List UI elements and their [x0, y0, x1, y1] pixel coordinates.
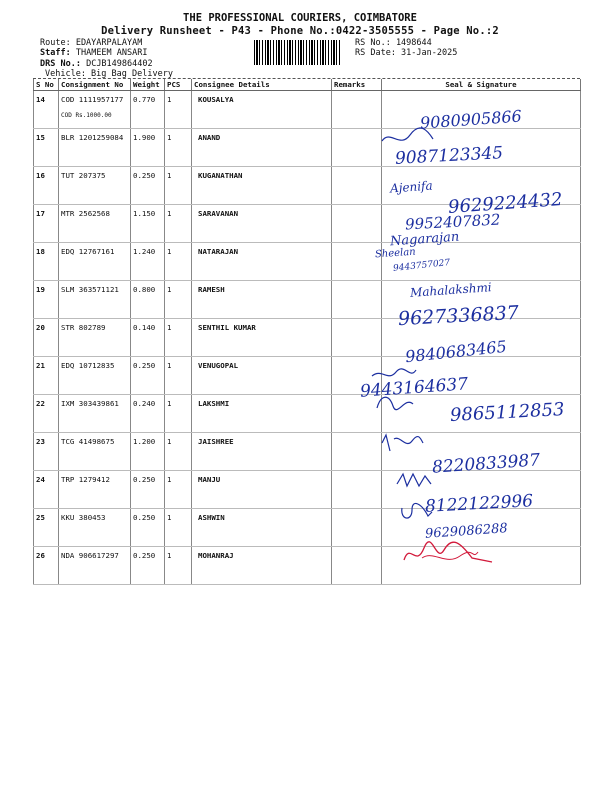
consignment-number-text: TUT 207375 — [61, 171, 106, 180]
consignee-text: RAMESH — [198, 285, 225, 294]
consignment-number-text: MTR 2562568 — [61, 209, 110, 218]
pcs-cell — [165, 91, 192, 129]
consignee-cell — [192, 91, 332, 129]
pcs-cell — [165, 357, 192, 395]
cod-amount-note: COD Rs.1000.00 — [61, 112, 112, 119]
consignment-number-cell — [59, 91, 131, 129]
pcs-cell — [165, 395, 192, 433]
consignee-text: LAKSHMI — [198, 399, 230, 408]
consignment-number-cell — [59, 395, 131, 433]
weight-text: 1.240 — [133, 247, 156, 256]
consignment-number-cell — [59, 281, 131, 319]
staff-line — [40, 48, 148, 58]
serial-number-text: 20 — [36, 323, 45, 332]
pcs-text: 1 — [167, 247, 172, 256]
consignment-number-text: EDQ 12767161 — [61, 247, 115, 256]
route-label: Route: EDAYARPALAYAM — [40, 38, 143, 48]
pcs-text: 1 — [167, 361, 172, 370]
column-header: Consignee Details — [192, 79, 332, 91]
weight-cell — [131, 205, 165, 243]
handwritten-signature: 9443164637 — [359, 374, 469, 402]
pcs-cell — [165, 547, 192, 585]
consignee-cell — [192, 205, 332, 243]
weight-cell — [131, 471, 165, 509]
pcs-text: 1 — [167, 475, 172, 484]
column-header: Seal & Signature — [382, 79, 581, 91]
weight-text: 0.800 — [133, 285, 156, 294]
pcs-text: 1 — [167, 551, 172, 560]
consignee-text: MANJU — [198, 475, 221, 484]
serial-number-cell — [34, 129, 59, 167]
handwritten-signature: 9952407832 — [404, 210, 501, 234]
consignment-number-text: COD 1111957177 — [61, 95, 124, 104]
serial-number-text: 16 — [36, 171, 45, 180]
remarks-cell — [332, 319, 382, 357]
serial-number-cell — [34, 471, 59, 509]
ink-scribble — [375, 392, 415, 422]
consignee-text: NATARAJAN — [198, 247, 239, 256]
remarks-cell — [332, 243, 382, 281]
handwritten-signature: Sheelan — [374, 246, 417, 261]
consignment-number-cell — [59, 129, 131, 167]
pcs-cell — [165, 205, 192, 243]
pcs-cell — [165, 167, 192, 205]
consignee-cell — [192, 129, 332, 167]
barcode-image — [254, 40, 340, 65]
consignment-number-cell — [59, 471, 131, 509]
remarks-cell — [332, 509, 382, 547]
consignee-cell — [192, 243, 332, 281]
handwritten-signature: 8122122996 — [424, 491, 534, 517]
serial-number-text: 14 — [36, 95, 45, 104]
handwritten-signature: 9443757027 — [392, 258, 451, 274]
ink-stroke — [382, 128, 433, 141]
column-header: S No — [34, 79, 59, 91]
table-row — [34, 243, 581, 281]
handwritten-signature: Nagarajan — [389, 229, 460, 250]
consignment-number-cell — [59, 205, 131, 243]
serial-number-cell — [34, 167, 59, 205]
weight-text: 1.150 — [133, 209, 156, 218]
consignee-cell — [192, 547, 332, 585]
ink-stroke — [422, 552, 478, 559]
remarks-cell — [332, 281, 382, 319]
staff-label: Staff: — [40, 48, 71, 58]
serial-number-cell — [34, 509, 59, 547]
pcs-text: 1 — [167, 95, 172, 104]
handwritten-signature: 9629224432 — [447, 189, 564, 218]
staff-name: THAMEEM ANSARI — [75, 48, 148, 58]
drs-line — [40, 59, 153, 69]
remarks-cell — [332, 433, 382, 471]
consignee-cell — [192, 357, 332, 395]
consignee-text: ANAND — [198, 133, 221, 142]
pcs-text: 1 — [167, 437, 172, 446]
column-header: PCS — [165, 79, 192, 91]
weight-text: 0.770 — [133, 95, 156, 104]
consignment-number-cell — [59, 509, 131, 547]
pcs-text: 1 — [167, 323, 172, 332]
ink-scribble — [398, 502, 433, 532]
serial-number-cell — [34, 281, 59, 319]
ink-stroke — [372, 369, 416, 376]
ink-scribble — [380, 433, 425, 463]
consignment-number-text: KKU 380453 — [61, 513, 106, 522]
weight-text: 0.250 — [133, 361, 156, 370]
consignee-cell — [192, 433, 332, 471]
handwritten-signature: 9865112853 — [449, 399, 566, 426]
handwritten-signature: 9080905866 — [419, 106, 523, 133]
consignee-cell — [192, 471, 332, 509]
consignment-number-text: IXM 303439861 — [61, 399, 119, 408]
weight-cell — [131, 319, 165, 357]
consignment-number-text: TRP 1279412 — [61, 475, 110, 484]
remarks-cell — [332, 205, 382, 243]
weight-cell — [131, 433, 165, 471]
consignee-text: VENUGOPAL — [198, 361, 239, 370]
pcs-cell — [165, 281, 192, 319]
weight-text: 0.240 — [133, 399, 156, 408]
consignment-number-cell — [59, 243, 131, 281]
consignee-text: JAISHREE — [198, 437, 234, 446]
table-row — [34, 547, 581, 585]
ink-stroke — [377, 397, 413, 409]
ink-scribble — [395, 470, 433, 500]
column-header: Remarks — [332, 79, 382, 91]
weight-cell — [131, 395, 165, 433]
serial-number-cell — [34, 91, 59, 129]
weight-text: 0.250 — [133, 171, 156, 180]
consignee-cell — [192, 319, 332, 357]
table-header-row — [34, 79, 581, 91]
serial-number-text: 23 — [36, 437, 45, 446]
consignment-number-cell — [59, 357, 131, 395]
serial-number-cell — [34, 205, 59, 243]
pcs-cell — [165, 319, 192, 357]
pcs-cell — [165, 243, 192, 281]
rs-number: RS No.: 1498644 — [355, 38, 432, 48]
ink-scribble — [420, 548, 480, 578]
serial-number-text: 25 — [36, 513, 45, 522]
weight-cell — [131, 547, 165, 585]
serial-number-cell — [34, 433, 59, 471]
serial-number-text: 26 — [36, 551, 45, 560]
consignment-number-cell — [59, 547, 131, 585]
consignee-text: ASHWIN — [198, 513, 225, 522]
drs-number: DCJB149864402 — [86, 59, 153, 69]
pcs-cell — [165, 129, 192, 167]
consignee-text: MOHANRAJ — [198, 551, 234, 560]
weight-text: 0.250 — [133, 551, 156, 560]
consignment-number-text: NDA 906617297 — [61, 551, 119, 560]
serial-number-cell — [34, 319, 59, 357]
consignee-cell — [192, 167, 332, 205]
drs-label: DRS No.: — [40, 59, 81, 69]
vehicle-label: Vehicle: Big Bag Delivery — [45, 69, 173, 79]
serial-number-text: 22 — [36, 399, 45, 408]
handwritten-signature: Ajenifa — [389, 178, 434, 196]
serial-number-text: 17 — [36, 209, 45, 218]
column-header: Consignment No — [59, 79, 131, 91]
serial-number-cell — [34, 395, 59, 433]
handwritten-signature: 8220833987 — [431, 450, 541, 478]
consignment-number-text: STR 802789 — [61, 323, 106, 332]
handwritten-signature: 9087123345 — [394, 143, 504, 169]
consignee-cell — [192, 281, 332, 319]
handwritten-signature: 9629086288 — [424, 521, 509, 542]
consignee-cell — [192, 395, 332, 433]
ink-stroke — [382, 435, 423, 451]
consignment-number-cell — [59, 167, 131, 205]
ink-scribble — [380, 127, 435, 157]
ink-stroke — [402, 503, 432, 518]
consignment-number-cell — [59, 433, 131, 471]
pcs-text: 1 — [167, 513, 172, 522]
remarks-cell — [332, 471, 382, 509]
consignee-text: SARAVANAN — [198, 209, 239, 218]
column-header: Weight — [131, 79, 165, 91]
weight-cell — [131, 129, 165, 167]
pcs-text: 1 — [167, 133, 172, 142]
ink-stroke — [397, 474, 431, 486]
handwritten-signature: 9627336837 — [397, 301, 520, 331]
weight-cell — [131, 509, 165, 547]
weight-cell — [131, 243, 165, 281]
consignee-text: KUGANATHAN — [198, 171, 243, 180]
pcs-cell — [165, 471, 192, 509]
company-title: THE PROFESSIONAL COURIERS, COIMBATORE — [183, 12, 417, 24]
weight-text: 0.250 — [133, 513, 156, 522]
weight-cell — [131, 357, 165, 395]
weight-cell — [131, 91, 165, 129]
weight-cell — [131, 167, 165, 205]
rs-date: RS Date: 31-Jan-2025 — [355, 48, 458, 58]
consignee-text: KOUSALYA — [198, 95, 234, 104]
pcs-text: 1 — [167, 171, 172, 180]
pcs-text: 1 — [167, 399, 172, 408]
remarks-cell — [332, 167, 382, 205]
weight-cell — [131, 281, 165, 319]
pcs-cell — [165, 509, 192, 547]
remarks-cell — [332, 129, 382, 167]
pcs-cell — [165, 433, 192, 471]
serial-number-cell — [34, 243, 59, 281]
remarks-cell — [332, 547, 382, 585]
serial-number-cell — [34, 547, 59, 585]
consignment-number-cell — [59, 319, 131, 357]
serial-number-cell — [34, 357, 59, 395]
serial-number-text: 15 — [36, 133, 45, 142]
serial-number-text: 19 — [36, 285, 45, 294]
serial-number-text: 24 — [36, 475, 45, 484]
consignment-number-text: BLR 1201259084 — [61, 133, 124, 142]
ink-scribble — [370, 364, 418, 394]
weight-text: 0.250 — [133, 475, 156, 484]
serial-number-text: 18 — [36, 247, 45, 256]
pcs-text: 1 — [167, 285, 172, 294]
runsheet-title: Delivery Runsheet - P43 - Phone No.:0422-3505555 - Page No.:2 — [101, 25, 499, 37]
handwritten-signature: 9840683465 — [404, 336, 508, 367]
weight-text: 0.140 — [133, 323, 156, 332]
consignee-text: SENTHIL KUMAR — [198, 323, 256, 332]
consignment-number-text: SLM 363571121 — [61, 285, 119, 294]
consignment-number-text: TCG 41498675 — [61, 437, 115, 446]
consignee-cell — [192, 509, 332, 547]
serial-number-text: 21 — [36, 361, 45, 370]
pcs-text: 1 — [167, 209, 172, 218]
table-row — [34, 357, 581, 395]
weight-text: 1.200 — [133, 437, 156, 446]
weight-text: 1.900 — [133, 133, 156, 142]
consignment-number-text: EDQ 10712835 — [61, 361, 115, 370]
handwritten-signature: Mahalakshmi — [409, 280, 493, 300]
remarks-cell — [332, 91, 382, 129]
